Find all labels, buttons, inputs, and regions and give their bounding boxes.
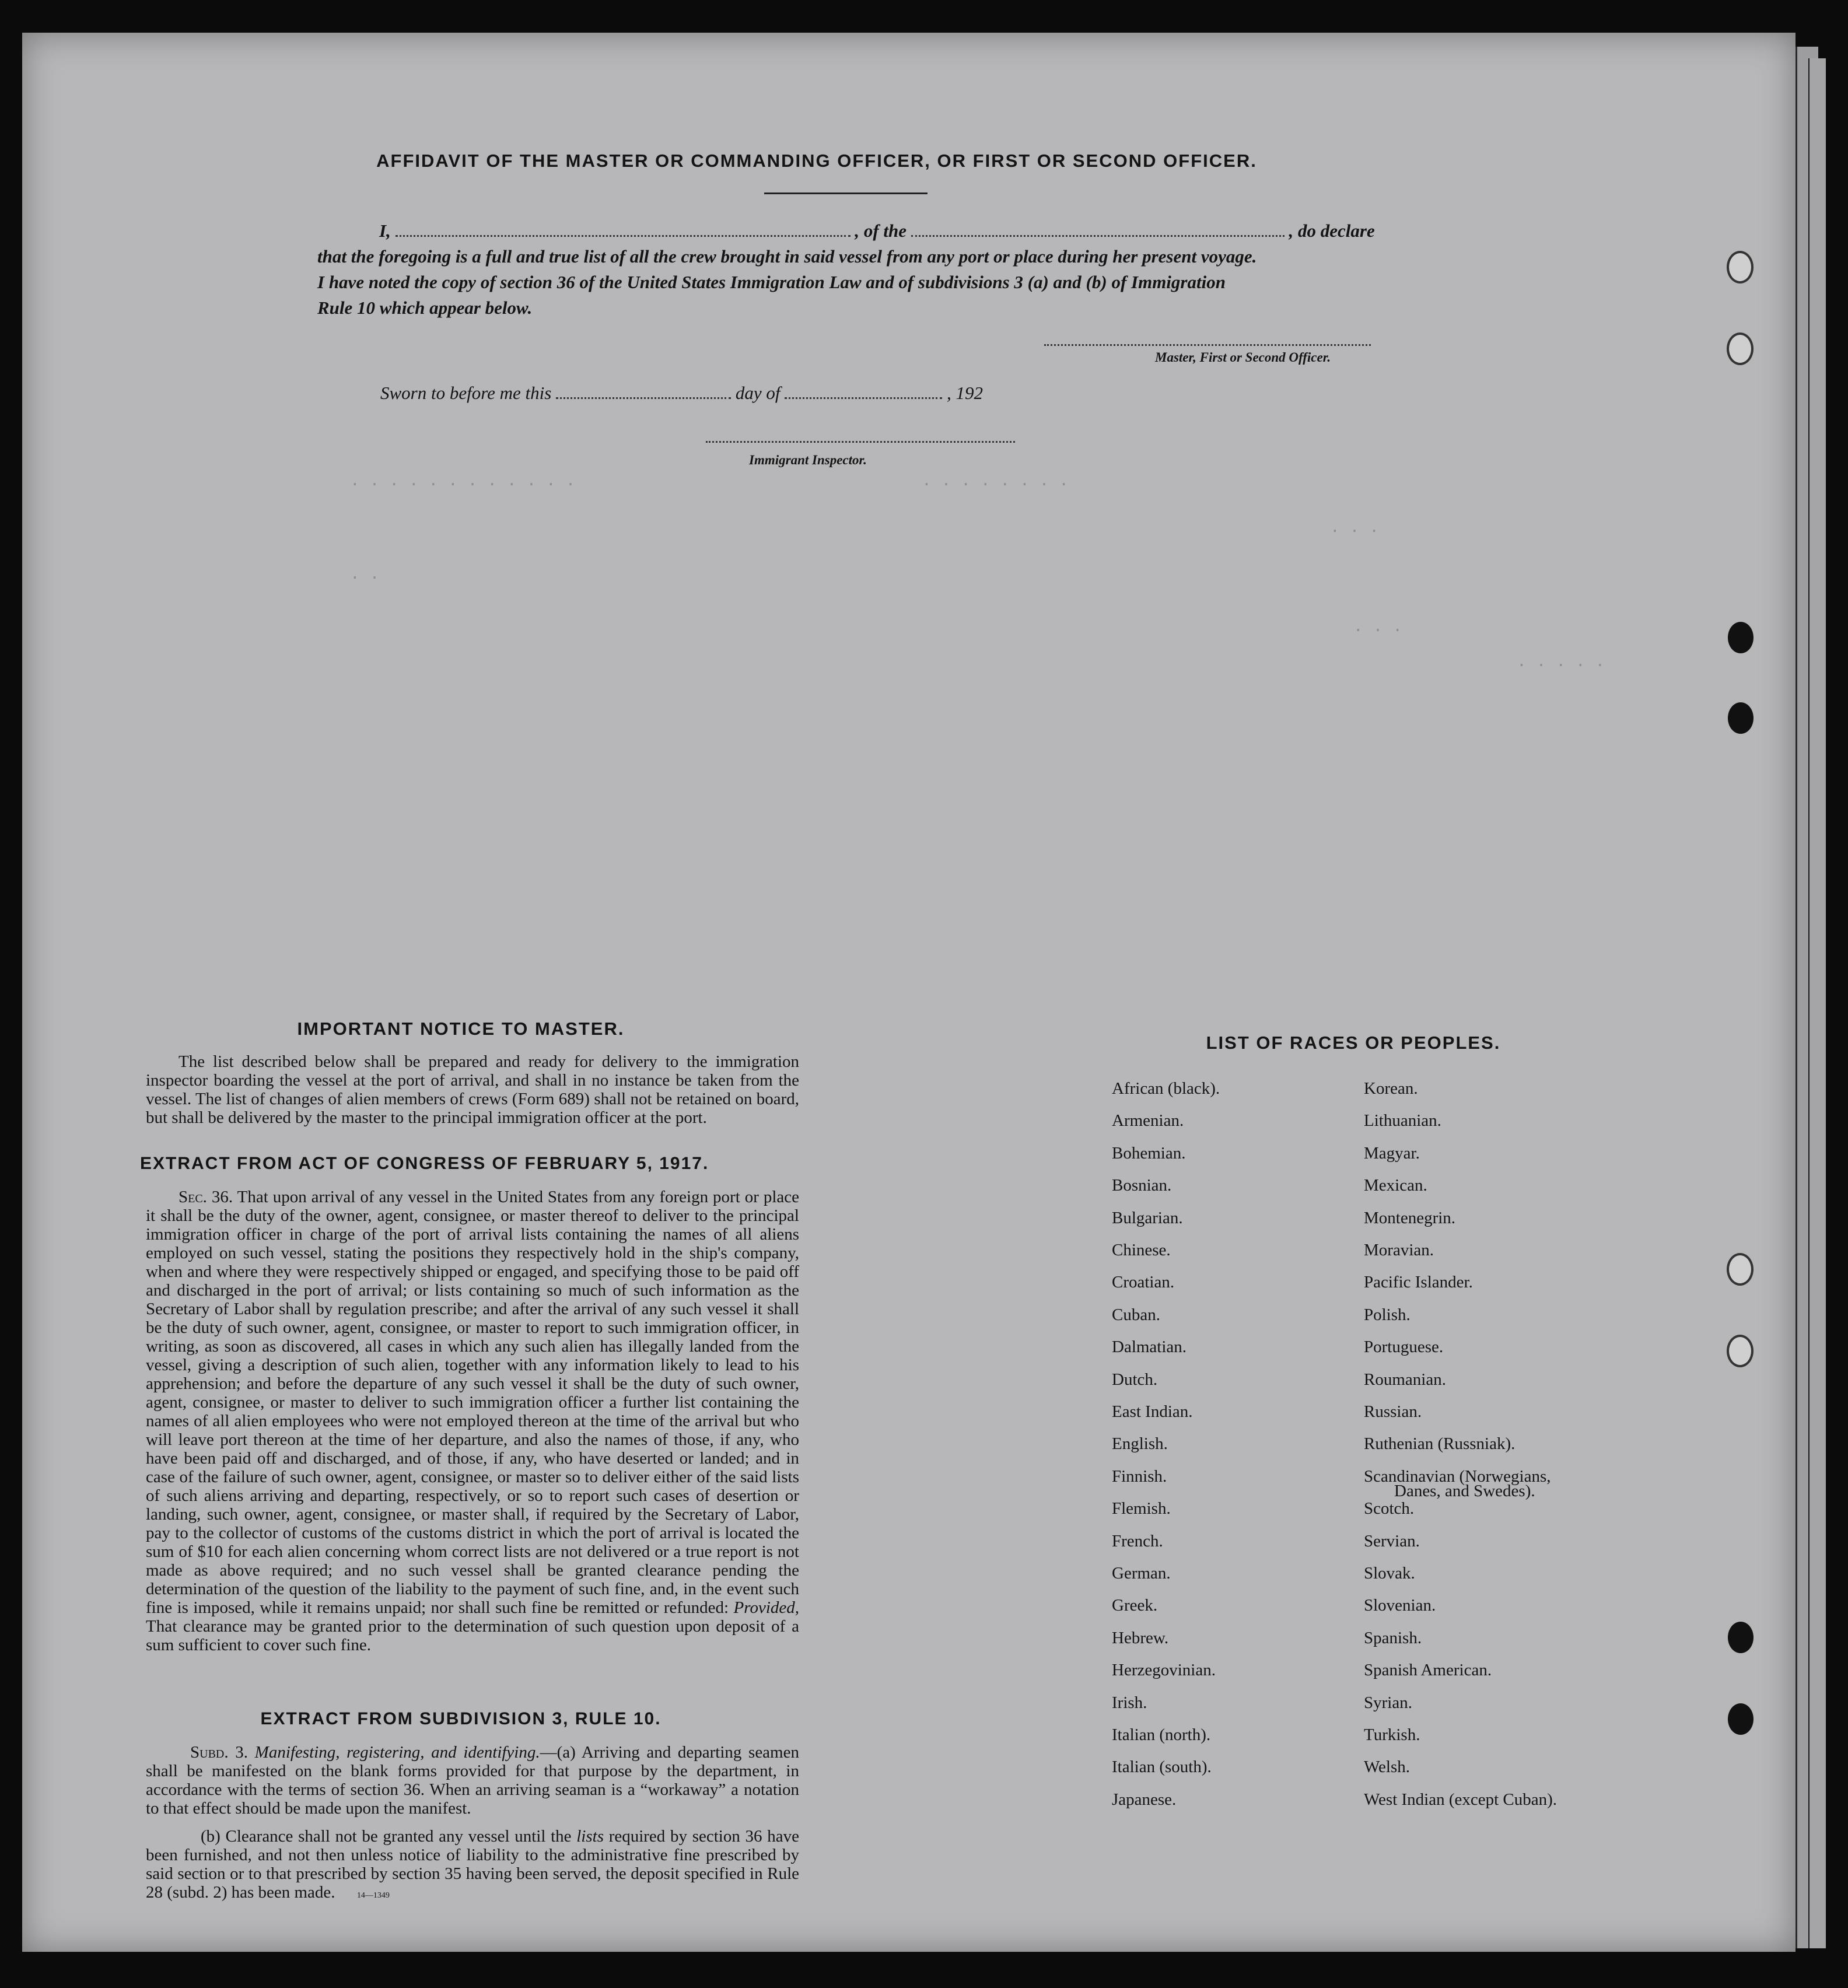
race-item: French. bbox=[1112, 1531, 1163, 1550]
race-item: Moravian. bbox=[1364, 1241, 1434, 1259]
affidavit-declaration-line bbox=[315, 220, 1412, 242]
bleed-through-text: . . . . . bbox=[1517, 653, 1605, 671]
race-item: African (black). bbox=[1112, 1079, 1220, 1098]
race-item: Armenian. bbox=[1112, 1111, 1184, 1130]
bleed-through-text: . . . . . . . . bbox=[922, 473, 1069, 491]
text: Sworn to before me this bbox=[380, 383, 552, 403]
race-item: Pacific Islander. bbox=[1364, 1273, 1473, 1292]
subdivision-heading: Manifesting, registering, and identifying. bbox=[254, 1743, 540, 1762]
lists-word: lists bbox=[576, 1827, 604, 1846]
race-item: Roumanian. bbox=[1364, 1370, 1446, 1389]
act-text bbox=[146, 1188, 799, 1654]
binder-hole bbox=[1728, 622, 1754, 653]
race-item: Croatian. bbox=[1112, 1273, 1175, 1292]
race-item: Finnish. bbox=[1112, 1466, 1167, 1486]
race-item: Bulgarian. bbox=[1112, 1208, 1183, 1227]
race-item: German. bbox=[1112, 1564, 1171, 1583]
race-item: Flemish. bbox=[1112, 1499, 1171, 1518]
race-item: Slovenian. bbox=[1364, 1596, 1436, 1615]
race-item: Italian (north). bbox=[1112, 1726, 1211, 1744]
race-item: Magyar. bbox=[1364, 1143, 1420, 1163]
subdivision-label: Subd. 3. bbox=[190, 1743, 248, 1762]
text: day of bbox=[735, 383, 780, 403]
race-item: Irish. bbox=[1112, 1693, 1147, 1712]
notice-text bbox=[146, 1052, 799, 1127]
race-item: Greek. bbox=[1112, 1596, 1158, 1615]
notice-title: IMPORTANT NOTICE TO MASTER. bbox=[297, 1019, 625, 1039]
form-number: 14—1349 bbox=[356, 1891, 390, 1900]
sworn-line bbox=[380, 383, 983, 404]
race-item: Danes, and Swedes). bbox=[1394, 1482, 1535, 1500]
race-item: Scotch. bbox=[1364, 1499, 1415, 1518]
binder-hole bbox=[1727, 251, 1754, 284]
text: (b) Clearance shall not be granted any vessel until the bbox=[201, 1827, 572, 1846]
race-item: Turkish. bbox=[1364, 1726, 1420, 1744]
binder-hole bbox=[1728, 1622, 1754, 1653]
race-item: Chinese. bbox=[1112, 1241, 1171, 1259]
race-item: Korean. bbox=[1364, 1079, 1418, 1098]
affidavit-title: AFFIDAVIT OF THE MASTER OR COMMANDING OFFICER, OR FIRST OR SECOND OFFICER. bbox=[376, 150, 1257, 171]
race-item: Spanish American. bbox=[1364, 1661, 1492, 1680]
provided-word: Provided, bbox=[733, 1598, 800, 1617]
race-item: West Indian (except Cuban). bbox=[1364, 1790, 1558, 1809]
affidavit-text: that the foregoing is a full and true list of all the crew brought in said vessel from any port or place during her present voyage. bbox=[317, 246, 1257, 267]
page-stack-edge-back bbox=[1808, 58, 1826, 1948]
vessel-blank bbox=[911, 235, 1284, 237]
text: The list described below shall be prepared and ready for delivery to the immigration inspector boarding the vessel at the port of arrival, and shall in no instance be taken from the vessel. The list of changes of alien members of crews (Form 689) shall not be retained on board, but shall be delivered by the master to the principal immigration officer at the port. bbox=[146, 1052, 799, 1127]
race-item: Herzegovinian. bbox=[1112, 1661, 1216, 1680]
text: , 192 bbox=[946, 383, 983, 403]
race-item: Servian. bbox=[1364, 1531, 1420, 1550]
race-item: Syrian. bbox=[1364, 1693, 1412, 1712]
races-title: LIST OF RACES OR PEOPLES. bbox=[1206, 1032, 1501, 1053]
race-item: Hebrew. bbox=[1112, 1628, 1169, 1647]
race-item: Bohemian. bbox=[1112, 1143, 1186, 1163]
race-item: East Indian. bbox=[1112, 1402, 1193, 1421]
bleed-through-text: . . bbox=[350, 566, 380, 584]
signature-line bbox=[1044, 344, 1371, 346]
race-item: Mexican. bbox=[1364, 1176, 1427, 1195]
text: , do declare bbox=[1289, 220, 1375, 241]
race-item: Japanese. bbox=[1112, 1790, 1177, 1809]
signature-label: Master, First or Second Officer. bbox=[1155, 350, 1331, 365]
race-item: Russian. bbox=[1364, 1402, 1422, 1421]
rule-text-a bbox=[146, 1743, 799, 1818]
binder-hole bbox=[1727, 332, 1754, 365]
text: That clearance may be granted prior to the determination of such question upon deposit of a sum sufficient to cover such fine. bbox=[146, 1617, 799, 1654]
text: , of the bbox=[855, 220, 907, 241]
race-item: Dalmatian. bbox=[1112, 1338, 1187, 1357]
race-item: Ruthenian (Russniak). bbox=[1364, 1434, 1516, 1454]
binder-hole bbox=[1727, 1253, 1754, 1286]
inspector-signature-line bbox=[706, 441, 1015, 443]
race-item: Cuban. bbox=[1112, 1305, 1160, 1324]
inspector-label: Immigrant Inspector. bbox=[749, 453, 867, 467]
text: That upon arrival of any vessel in the United States from any foreign port or place it shall be the duty of the owner, agent, consignee, or master thereof to deliver to the principal immigration officer in charge of the port of arrival lists containing the names of all aliens employed on such vessel, stating the positions they respectively hold in the ship's company, when and where they were respectively shipped or engaged, and specifying those to be paid off and discharged in the port of arrival; or lists containing so much of such information as the Secretary of Labor shall by regulation prescribe; and after the arrival of any such vessel it shall be the duty of such owner, agent, consignee, or master to report to such immigration officer, in writing, as soon as discovered, all cases in which any such alien has illegally landed from the vessel, giving a description of such alien, together with any information likely to lead to his apprehension; and before the departure of any such vessel it shall be the duty of such owner, agent, consignee, or master to deliver to such immigration officer a further list containing the names of all alien employees who were not employed thereon at the time of the arrival but who will leave port thereon at the time of her departure, and also the names of those, if any, who have been paid off and discharged, and of those, if any, who have deserted or landed; and in case of the failure of such owner, agent, consignee, or master so to deliver either of the said lists of such aliens arriving and departing, respectively, or so to report such cases of desertion or landing, such owner, agent, consignee, or master shall, if required by the Secretary of Labor, pay to the collector of customs of the customs district in which the port of arrival is located the sum of $10 for each alien concerning whom correct lists are not delivered or a true report is not made as above required; and no such vessel shall be granted clearance pending the determination of the question of the liability to the payment of such fine, and, in the event such fine is imposed, while it remains unpaid; nor shall such fine be remitted or refunded: bbox=[146, 1188, 800, 1617]
race-item: Lithuanian. bbox=[1364, 1111, 1441, 1130]
document-page bbox=[22, 33, 1796, 1952]
text: —(a) Arriving and departing seamen shall be manifested on the blank forms provided for that purpose by the department, in accordance with the terms of section 36. When an arriving seaman is a “workaway” a notation to that effect should be made upon the manifest. bbox=[146, 1743, 799, 1818]
name-blank bbox=[396, 235, 850, 237]
bleed-through-text: . . . . . . . . . . . . bbox=[350, 473, 576, 491]
race-item: Slovak. bbox=[1364, 1564, 1415, 1583]
race-item: English. bbox=[1112, 1434, 1168, 1454]
section-label: Sec. 36. bbox=[178, 1188, 233, 1206]
divider bbox=[764, 192, 928, 194]
race-item: Dutch. bbox=[1112, 1370, 1158, 1389]
race-item: Montenegrin. bbox=[1364, 1208, 1456, 1227]
text: I, bbox=[379, 220, 391, 241]
race-item: Italian (south). bbox=[1112, 1758, 1212, 1777]
month-blank bbox=[785, 397, 942, 399]
race-item: Bosnian. bbox=[1112, 1176, 1172, 1195]
race-item: Scandinavian (Norwegians, bbox=[1364, 1466, 1551, 1486]
binder-hole bbox=[1728, 702, 1754, 734]
race-item: Welsh. bbox=[1364, 1758, 1410, 1777]
act-title: EXTRACT FROM ACT OF CONGRESS OF FEBRUARY 5, 1917. bbox=[140, 1154, 709, 1173]
date-blank bbox=[556, 397, 731, 399]
race-item: Polish. bbox=[1364, 1305, 1410, 1324]
binder-hole bbox=[1727, 1335, 1754, 1367]
text: required by section 36 have been furnished, and not then unless notice of liability to the administrative fine prescribed by said section or to that prescribed by section 35 having been served, the deposit specified in Rule 28 (subd. 2) has been made. bbox=[146, 1827, 799, 1902]
bleed-through-text: . . . bbox=[1330, 519, 1380, 537]
race-item: Spanish. bbox=[1364, 1628, 1422, 1647]
bleed-through-text: . . . bbox=[1353, 618, 1403, 636]
affidavit-text: Rule 10 which appear below. bbox=[317, 298, 533, 318]
affidavit-text: I have noted the copy of section 36 of the United States Immigration Law and of subdivisions 3 (a) and (b) of Immigration bbox=[317, 272, 1226, 292]
race-item: Portuguese. bbox=[1364, 1338, 1444, 1357]
binder-hole bbox=[1728, 1703, 1754, 1735]
rule-title: EXTRACT FROM SUBDIVISION 3, RULE 10. bbox=[260, 1709, 662, 1728]
rule-text-b bbox=[146, 1827, 799, 1905]
